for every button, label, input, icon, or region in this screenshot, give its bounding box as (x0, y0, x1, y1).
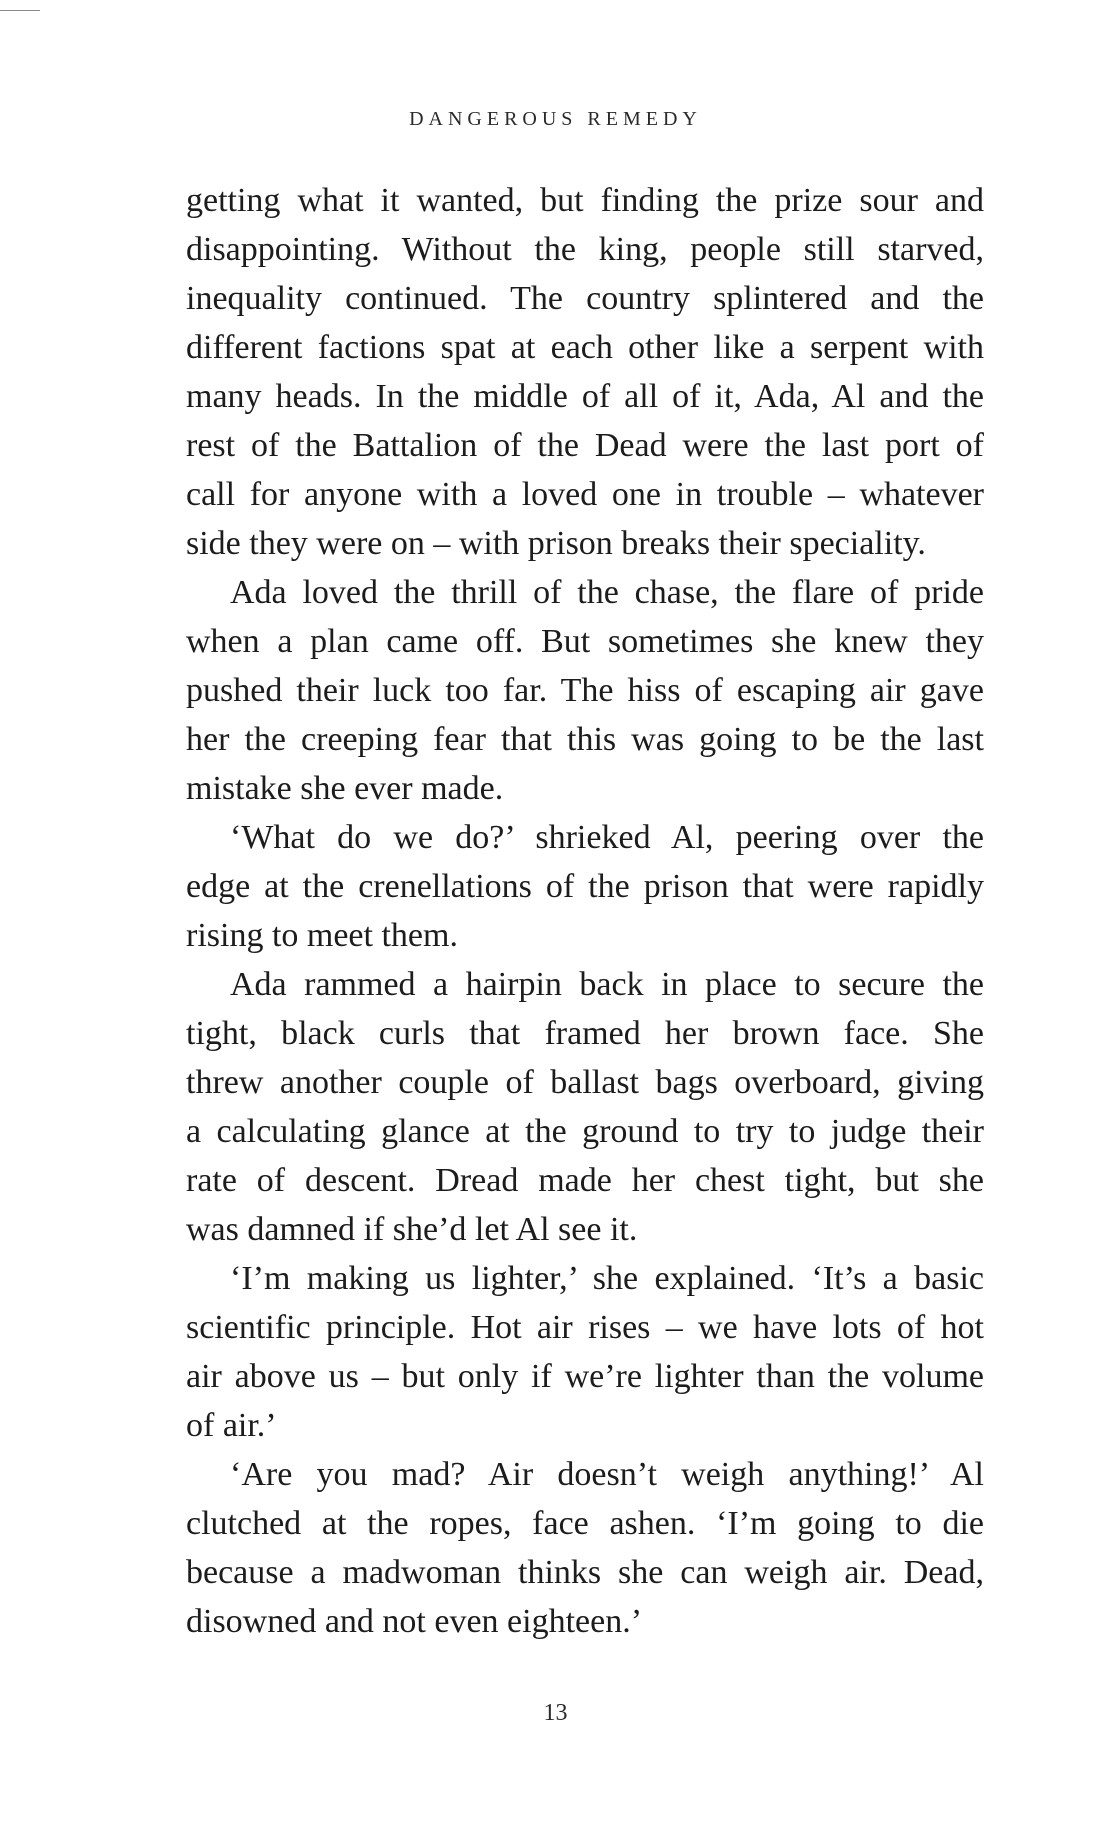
text-line: mistake she ever made. (186, 770, 504, 807)
text-line: pushed their luck too far. The hiss of escaping air gave (186, 672, 984, 709)
text-line: many heads. In the middle of all of it, Ada, Al and the (186, 378, 984, 415)
body-text (186, 176, 984, 1646)
text-line: was damned if she’d let Al see it. (186, 1211, 638, 1248)
text-line: call for anyone with a loved one in trouble – whatever (186, 476, 984, 513)
page-edge-mark (0, 10, 40, 11)
text-line: edge at the crenellations of the prison that were rapidly (186, 868, 984, 905)
text-line: disappointing. Without the king, people still starved, (186, 231, 984, 268)
text-line: different factions spat at each other like a serpent with (186, 329, 984, 366)
text-line: ‘Are you mad? Air doesn’t weigh anything!’ Al (230, 1456, 984, 1493)
text-line: when a plan came off. But sometimes she knew they (186, 623, 984, 660)
text-line: rest of the Battalion of the Dead were the last port of (186, 427, 984, 464)
text-line: getting what it wanted, but finding the prize sour and (186, 182, 984, 219)
text-line: because a madwoman thinks she can weigh air. Dead, (186, 1554, 984, 1591)
running-head: DANGEROUS REMEDY (409, 108, 702, 130)
text-line: side they were on – with prison breaks their speciality. (186, 525, 926, 562)
text-line: threw another couple of ballast bags overboard, giving (186, 1064, 984, 1101)
text-line: ‘What do we do?’ shrieked Al, peering over the (230, 819, 984, 856)
text-line: of air.’ (186, 1407, 277, 1444)
text-line: disowned and not even eighteen.’ (186, 1603, 643, 1640)
text-line: ‘I’m making us lighter,’ she explained. ‘It’s a basic (230, 1260, 984, 1297)
text-line: scientific principle. Hot air rises – we have lots of hot (186, 1309, 984, 1346)
text-line: clutched at the ropes, face ashen. ‘I’m going to die (186, 1505, 984, 1542)
text-line: inequality continued. The country splintered and the (186, 280, 984, 317)
text-line: her the creeping fear that this was going to be the last (186, 721, 984, 758)
text-line: Ada loved the thrill of the chase, the flare of pride (230, 574, 984, 611)
page-number: 13 (543, 1700, 568, 1726)
text-line: rising to meet them. (186, 917, 458, 954)
text-line: rate of descent. Dread made her chest tight, but she (186, 1162, 984, 1199)
text-line: a calculating glance at the ground to try to judge their (186, 1113, 984, 1150)
text-line: air above us – but only if we’re lighter than the volume (186, 1358, 984, 1395)
text-line: Ada rammed a hairpin back in place to secure the (230, 966, 984, 1003)
text-line: tight, black curls that framed her brown face. She (186, 1015, 984, 1052)
